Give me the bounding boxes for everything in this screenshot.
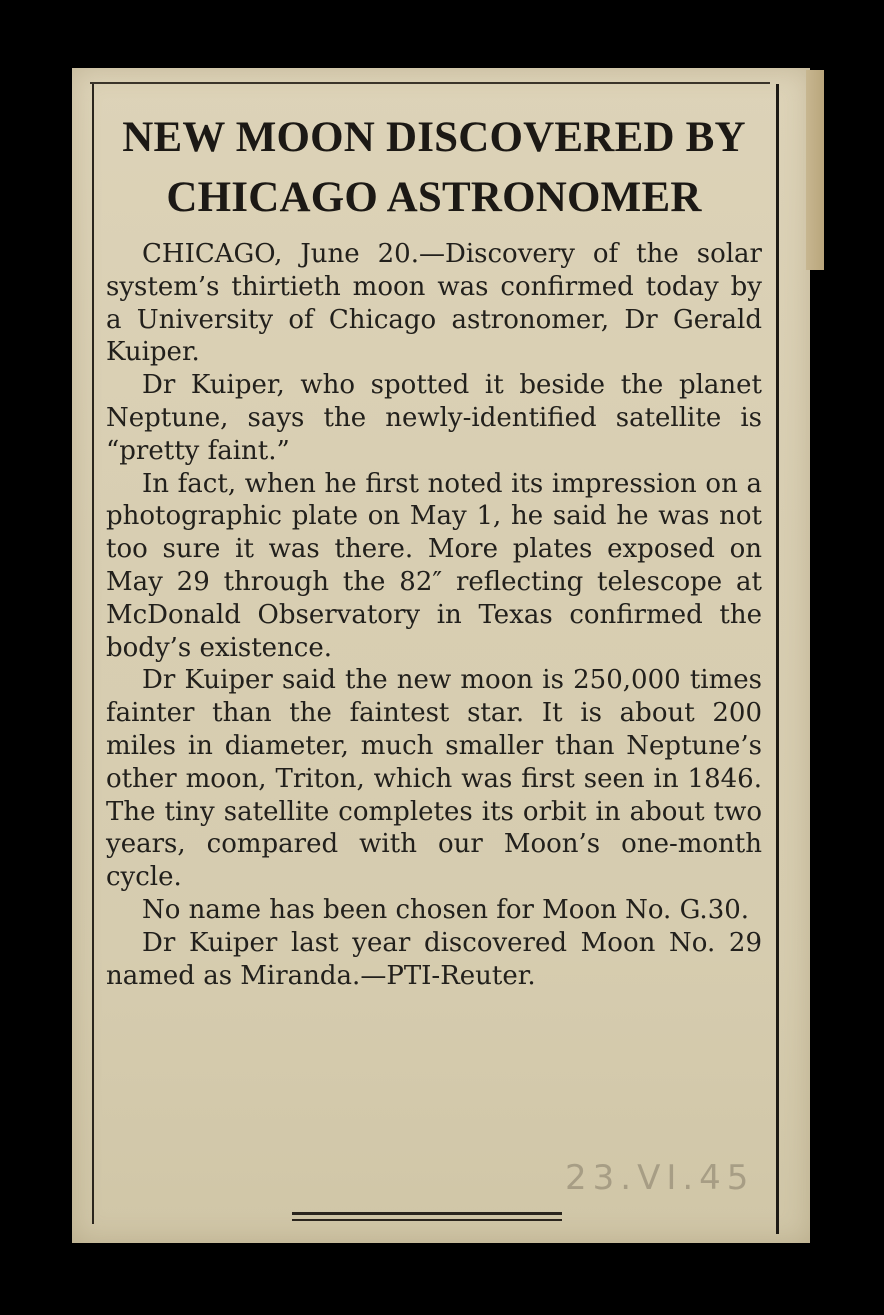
paper-edge-tab [806, 70, 824, 270]
handwritten-date-mark [255, 1150, 755, 1210]
paragraph-name: No name has been chosen for Moon No. G.30. [142, 894, 750, 925]
bottom-rule-thick [292, 1212, 562, 1215]
headline-line-2: CHICAGO ASTRONOMER [166, 174, 702, 221]
paragraph-plates: In fact, when he first noted its impression on a photographic plate on May 1, he said he was not too sure it was there. More plates exposed on May 29 through the 82″ reflecting telescope at McDonald Observatory in Texas confirmed the body’s existence. [106, 468, 762, 663]
right-column-rule [776, 84, 779, 1234]
bottom-rule-thin [292, 1219, 562, 1221]
paragraph-brightness: Dr Kuiper said the new moon is 250,000 times fainter than the faintest star. It is about 200 miles in diameter, much smaller than Neptune’s other moon, Triton, which was first seen in 1846. The tiny satellite completes its orbit in about two years, compared with our Moon’s one-month cycle. [106, 665, 762, 893]
top-rule [90, 82, 770, 84]
handwritten-date: 23.VI.45 [565, 1158, 755, 1198]
left-column-rule [92, 84, 94, 1224]
article-body [106, 238, 762, 992]
paragraph-miranda: Dr Kuiper last year discovered Moon No. 29 named as Miranda.—PTI-Reuter. [106, 927, 762, 991]
headline [98, 108, 770, 228]
headline-line-1: NEW MOON DISCOVERED BY [122, 114, 746, 161]
paragraph-dateline: CHICAGO, June 20.—Discovery of the solar system’s thirtieth moon was confirmed today by a University of Chicago astronomer, Dr Gerald Kuiper. [106, 239, 762, 368]
paragraph-neptune: Dr Kuiper, who spotted it beside the planet Neptune, says the newly-identified satellite is “pretty faint.” [106, 370, 762, 466]
